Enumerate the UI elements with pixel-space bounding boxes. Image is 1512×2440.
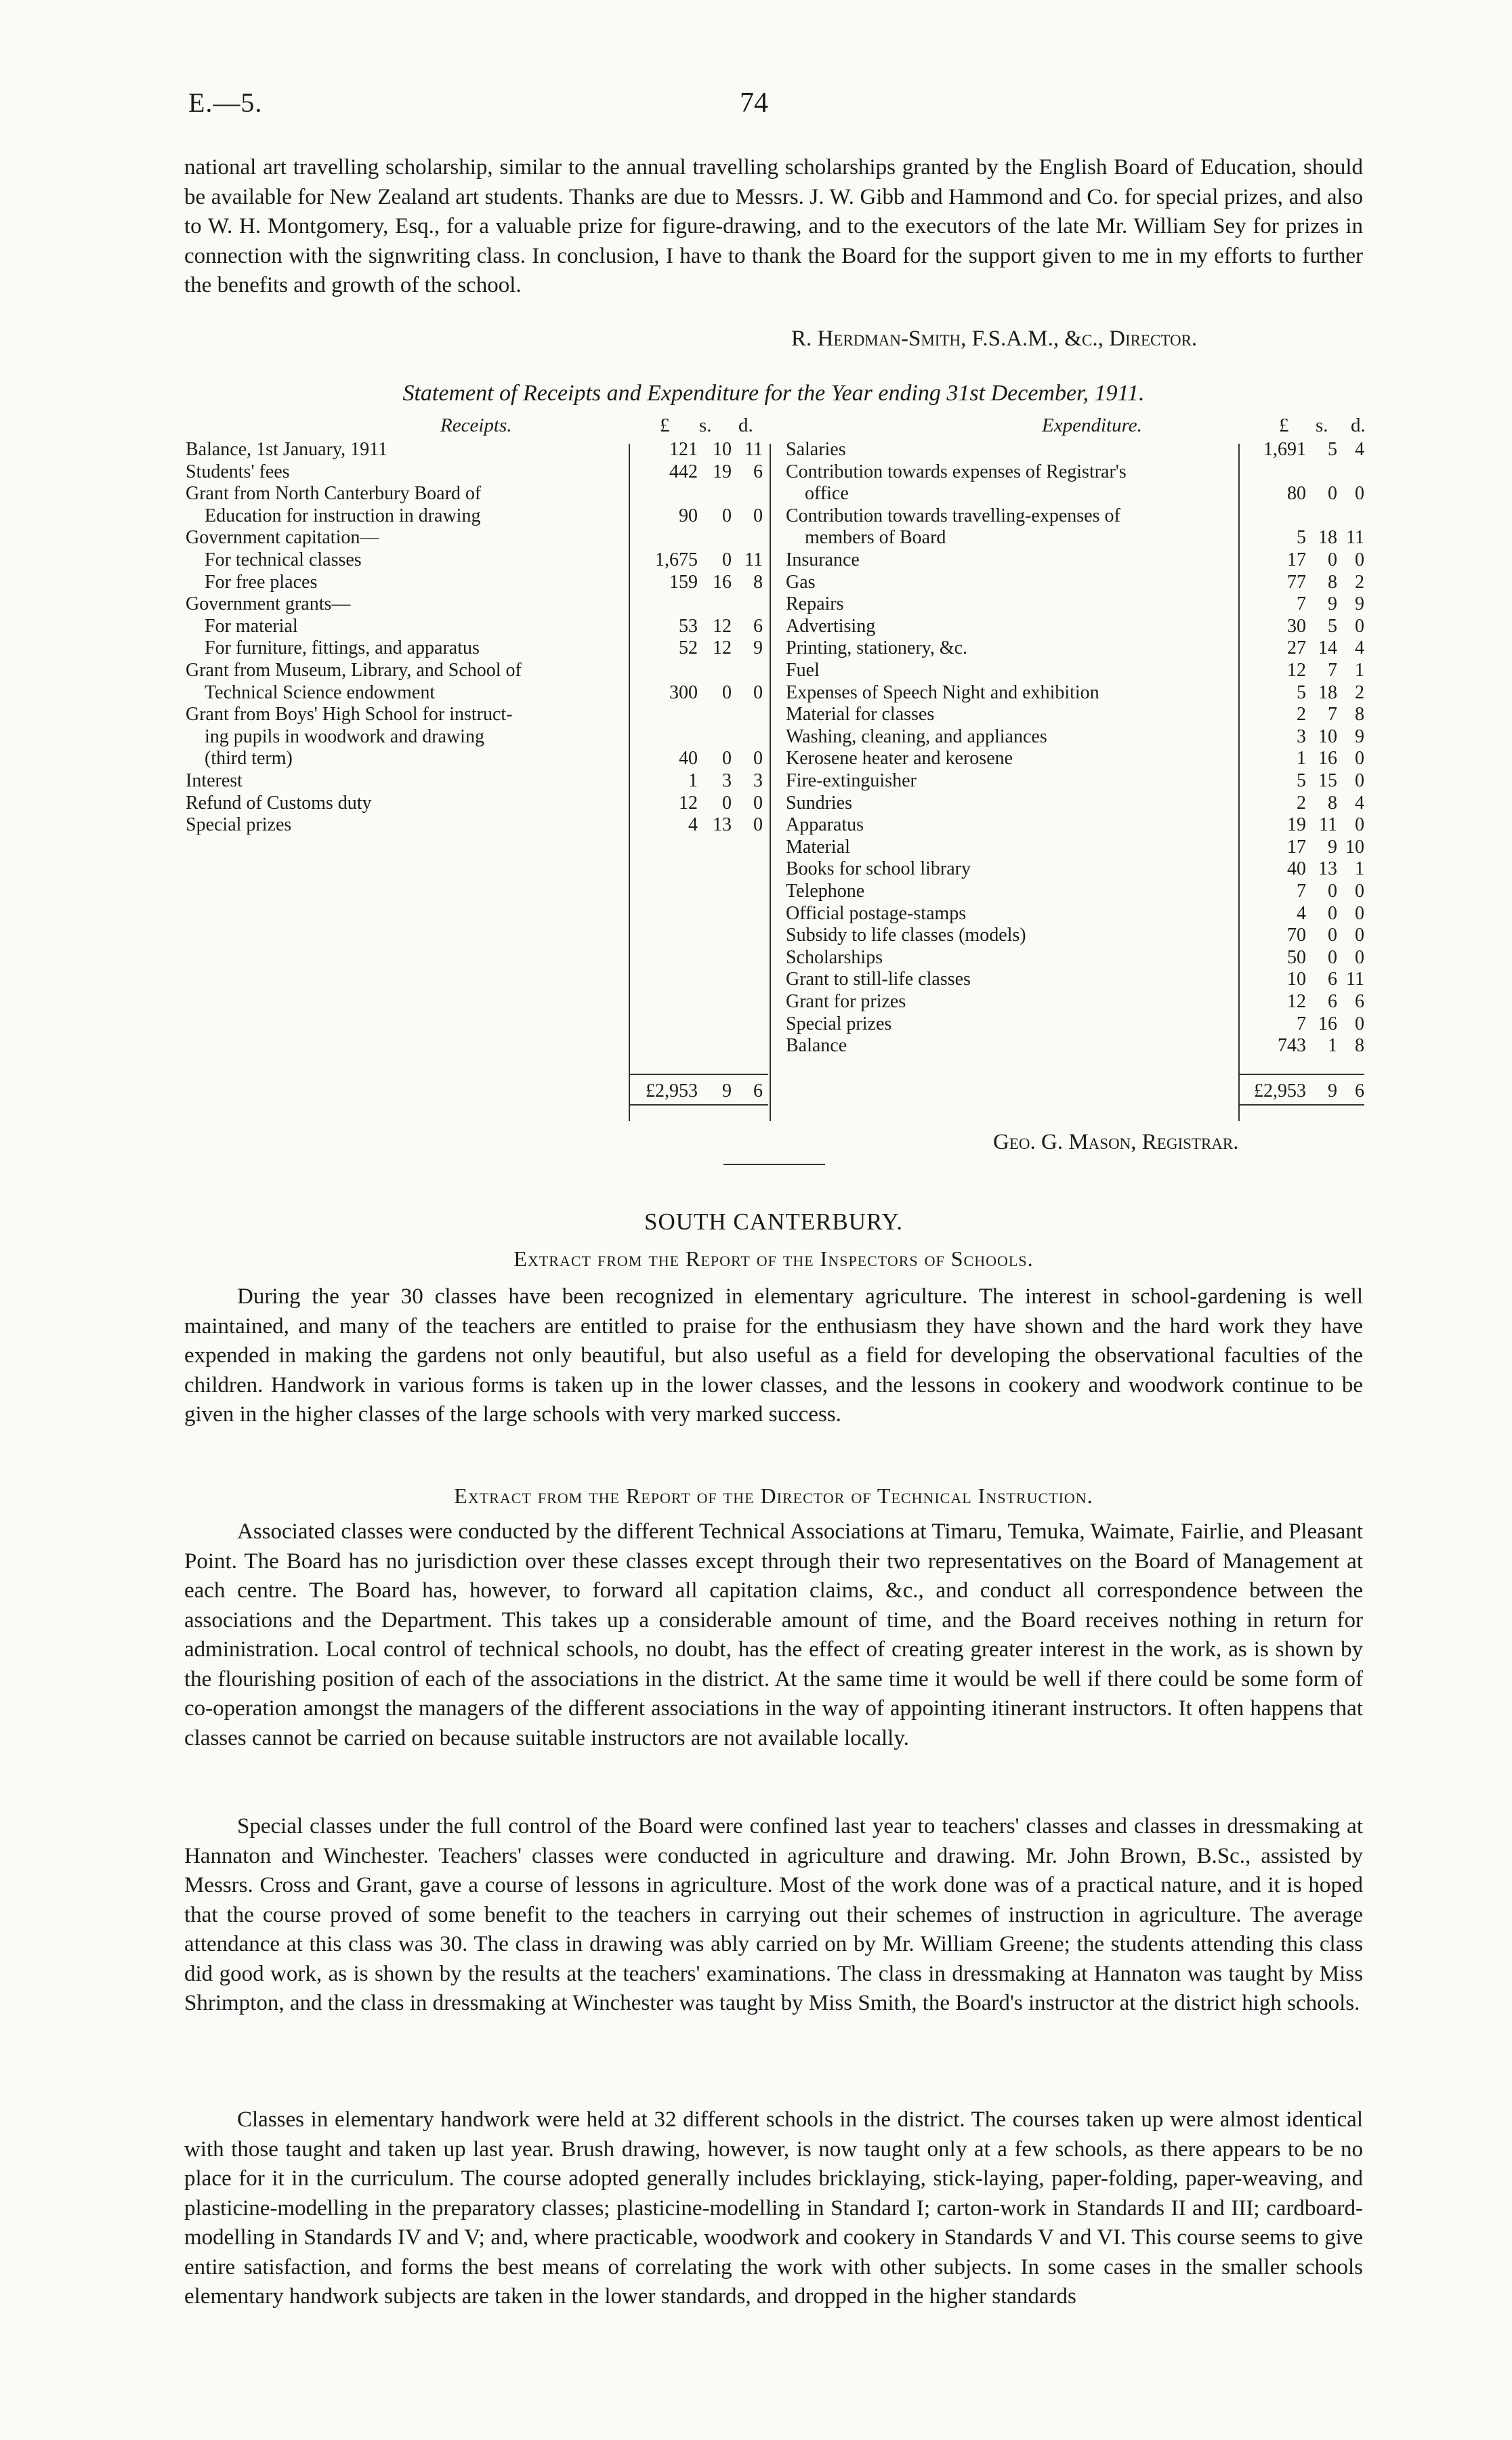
expenditure-pence: 1 bbox=[1355, 858, 1364, 880]
expenditure-row bbox=[786, 947, 1233, 969]
expenditure-pence: 4 bbox=[1355, 637, 1364, 659]
receipts-row bbox=[186, 549, 619, 571]
expenditure-shillings: 11 bbox=[1319, 814, 1337, 836]
expenditure-pence: 0 bbox=[1355, 770, 1364, 791]
receipts-pounds: 4 bbox=[688, 814, 698, 836]
receipts-pence: 6 bbox=[753, 615, 763, 637]
expenditure-shillings: 16 bbox=[1318, 1013, 1337, 1034]
expenditure-row bbox=[786, 793, 1233, 814]
receipts-label: Interest bbox=[186, 770, 243, 791]
expenditure-label: Sundries bbox=[786, 792, 852, 814]
expenditure-pounds: 5 bbox=[1297, 681, 1306, 703]
expenditure-label: Apparatus bbox=[786, 814, 864, 836]
expenditure-row bbox=[786, 660, 1233, 681]
expenditure-row bbox=[786, 593, 1233, 615]
expenditure-label: office bbox=[805, 483, 849, 505]
expenditure-shillings: 7 bbox=[1328, 660, 1337, 681]
receipts-shillings: 19 bbox=[713, 461, 732, 482]
receipts-pounds: 40 bbox=[679, 748, 698, 770]
receipts-pence: 11 bbox=[744, 439, 763, 460]
receipts-row bbox=[186, 593, 619, 615]
receipts-total-shillings: 9 bbox=[722, 1080, 732, 1101]
receipts-label: Students' fees bbox=[186, 461, 290, 482]
receipts-total-pounds: £2,953 bbox=[646, 1080, 698, 1101]
receipts-label: For material bbox=[205, 615, 298, 637]
expenditure-pounds: 80 bbox=[1287, 483, 1306, 505]
expenditure-shillings: 0 bbox=[1328, 483, 1337, 505]
receipts-pence bbox=[736, 483, 763, 505]
receipts-label: For furniture, fittings, and apparatus bbox=[205, 637, 480, 659]
expenditure-pounds: 743 bbox=[1278, 1035, 1306, 1057]
expenditure-shillings: 18 bbox=[1318, 527, 1337, 549]
expenditure-row bbox=[786, 991, 1233, 1013]
expenditure-label: Fuel bbox=[786, 660, 820, 681]
expenditure-pence: 0 bbox=[1355, 902, 1364, 924]
receipts-shillings: 13 bbox=[713, 814, 732, 836]
receipts-row bbox=[186, 461, 619, 483]
receipts-shillings bbox=[705, 483, 732, 505]
receipts-pence: 0 bbox=[753, 681, 763, 703]
expenditure-row bbox=[786, 837, 1233, 858]
receipts-row bbox=[186, 748, 619, 770]
expenditure-shilling-heading: s. bbox=[1316, 415, 1328, 436]
expenditure-total-pence: 6 bbox=[1355, 1080, 1364, 1101]
receipts-shillings: 10 bbox=[713, 439, 732, 460]
expenditure-shillings: 0 bbox=[1328, 902, 1337, 924]
expenditure-label: Contribution towards travelling-expenses of bbox=[786, 505, 1120, 526]
receipts-pounds: 442 bbox=[669, 461, 698, 482]
expenditure-pence: 0 bbox=[1355, 1013, 1364, 1034]
expenditure-pence bbox=[1337, 461, 1364, 483]
expenditure-label: Special prizes bbox=[786, 1013, 892, 1034]
expenditure-shillings: 13 bbox=[1318, 858, 1337, 880]
expenditure-row bbox=[786, 483, 1233, 505]
receipts-label: Balance, 1st January, 1911 bbox=[186, 439, 388, 460]
expenditure-heading: Expenditure. bbox=[1042, 415, 1142, 436]
receipts-shilling-heading: s. bbox=[699, 415, 712, 436]
expenditure-label: Gas bbox=[786, 571, 816, 593]
inspectors-report-heading: Extract from the Report of the Inspectors of Schools. bbox=[513, 1246, 1034, 1271]
expenditure-total-rule-bottom bbox=[1240, 1104, 1364, 1106]
receipts-shillings: 12 bbox=[713, 615, 732, 637]
expenditure-label: Grant for prizes bbox=[786, 991, 906, 1012]
receipts-pounds bbox=[603, 704, 698, 725]
expenditure-pence: 11 bbox=[1346, 527, 1364, 549]
receipts-pence: 0 bbox=[753, 792, 763, 814]
expenditure-pounds: 2 bbox=[1297, 792, 1306, 814]
expenditure-pence: 8 bbox=[1355, 1035, 1364, 1057]
section-title: SOUTH CANTERBURY. bbox=[644, 1208, 903, 1235]
receipts-pounds bbox=[603, 726, 698, 748]
receipts-row bbox=[186, 726, 619, 748]
expenditure-pence: 2 bbox=[1355, 681, 1364, 703]
intro-paragraph: national art travelling scholarship, similar to the annual travelling scholarships granted by the English Board of Education, should be available for New Zealand art students. Thanks are due to Messrs. J. W. Gibb and Hammond and Co. for special prizes, and also to W. H. Montgomery, Esq., for a valuable prize for figure-drawing, and to the executors of the late Mr. William Sey for prizes in connection with the signwriting class. In conclusion, I have to thank the Board for the support given to me in my efforts to further the benefits and growth of the school. bbox=[184, 155, 1363, 297]
receipts-pence: 8 bbox=[753, 571, 763, 593]
receipts-row bbox=[186, 660, 619, 681]
expenditure-row bbox=[786, 858, 1233, 880]
receipts-pounds: 12 bbox=[679, 792, 698, 814]
receipts-label: Special prizes bbox=[186, 814, 292, 836]
receipts-label: Refund of Customs duty bbox=[186, 792, 372, 814]
expenditure-pence: 0 bbox=[1355, 925, 1364, 946]
expenditure-total-shillings: 9 bbox=[1328, 1080, 1337, 1101]
expenditure-pounds: 1 bbox=[1297, 748, 1306, 770]
expenditure-label: members of Board bbox=[805, 527, 946, 549]
expenditure-shillings: 0 bbox=[1328, 925, 1337, 946]
expenditure-label: Material for classes bbox=[786, 704, 935, 725]
expenditure-pence: 4 bbox=[1355, 439, 1364, 460]
expenditure-row bbox=[786, 969, 1233, 990]
expenditure-label: Salaries bbox=[786, 439, 846, 460]
expenditure-pence: 0 bbox=[1355, 748, 1364, 770]
receipts-pence: 9 bbox=[753, 637, 763, 659]
receipts-pence: 0 bbox=[753, 748, 763, 770]
expenditure-shillings: 15 bbox=[1318, 770, 1337, 791]
expenditure-pounds: 30 bbox=[1287, 615, 1306, 637]
expenditure-pounds: 40 bbox=[1287, 858, 1306, 880]
expenditure-label: Expenses of Speech Night and exhibition bbox=[786, 681, 1099, 703]
expenditure-pounds: 7 bbox=[1297, 881, 1306, 902]
expenditure-pence: 9 bbox=[1355, 725, 1364, 747]
receipts-pounds: 52 bbox=[679, 637, 698, 659]
expenditure-shillings: 9 bbox=[1328, 593, 1337, 615]
receipts-row bbox=[186, 682, 619, 704]
expenditure-row bbox=[786, 505, 1233, 527]
expenditure-label: Official postage-stamps bbox=[786, 902, 967, 924]
receipts-label: For technical classes bbox=[205, 549, 362, 570]
expenditure-pounds bbox=[1213, 461, 1306, 483]
receipts-pounds: 159 bbox=[669, 571, 698, 593]
expenditure-row bbox=[786, 549, 1233, 571]
director-paragraph-2: Special classes under the full control of the Board were confined last year to teachers' classes and classes in dressmaking at Hannaton and Winchester. Teachers' classes were conducted in agriculture and drawing. Mr. John Brown, B.Sc., assisted by Messrs. Cross and Grant, gave a course of lessons in agriculture. Most of the work done was of a practical nature, and it is hoped that the course proved of some benefit to the teachers in carrying out their schemes of instruction in agriculture. The average attendance at this class was 30. The class in drawing was ably carried on by Mr. William Greene; the students attending this class did good work, as is shown by the results at the teachers' examinations. The class in dressmaking at Hannaton was taught by Miss Shrimpton, and the class in dressmaking at Winchester was taught by Miss Smith, the Board's instructor at the district high schools. bbox=[184, 1814, 1363, 2015]
expenditure-label: Repairs bbox=[786, 593, 844, 615]
expenditure-pence bbox=[1337, 505, 1364, 527]
expenditure-pence: 0 bbox=[1355, 946, 1364, 968]
expenditure-total-pounds: £2,953 bbox=[1254, 1080, 1306, 1101]
receipts-row bbox=[186, 483, 619, 505]
director-report-heading: Extract from the Report of the Director of Technical Instruction. bbox=[454, 1484, 1093, 1508]
expenditure-pence: 4 bbox=[1355, 792, 1364, 814]
expenditure-label: Insurance bbox=[786, 549, 860, 570]
expenditure-shillings: 16 bbox=[1318, 748, 1337, 770]
receipts-pounds bbox=[603, 527, 698, 549]
receipts-pounds: 300 bbox=[669, 681, 698, 703]
expenditure-row bbox=[786, 461, 1233, 483]
expenditure-shillings: 5 bbox=[1328, 439, 1337, 460]
expenditure-pence: 10 bbox=[1345, 836, 1364, 858]
expenditure-pence: 0 bbox=[1355, 615, 1364, 637]
statement-caption: Statement of Receipts and Expenditure for the Year ending 31st December, 1911. bbox=[402, 381, 1145, 406]
expenditure-shillings: 0 bbox=[1328, 549, 1337, 570]
receipts-pence bbox=[736, 593, 763, 615]
receipts-label: For free places bbox=[205, 571, 318, 593]
expenditure-shillings: 8 bbox=[1328, 571, 1337, 593]
expenditure-total-rule-top bbox=[1240, 1074, 1364, 1075]
expenditure-row bbox=[786, 1013, 1233, 1035]
expenditure-shillings bbox=[1310, 505, 1337, 527]
receipts-shillings: 3 bbox=[722, 770, 732, 791]
expenditure-row bbox=[786, 637, 1233, 659]
column-divider-rule bbox=[770, 444, 771, 1121]
receipts-heading: Receipts. bbox=[440, 415, 512, 436]
expenditure-label: Advertising bbox=[786, 615, 876, 637]
expenditure-shillings: 1 bbox=[1328, 1035, 1337, 1057]
expenditure-shillings: 0 bbox=[1328, 946, 1337, 968]
expenditure-pounds: 12 bbox=[1287, 660, 1306, 681]
expenditure-label: Balance bbox=[786, 1035, 847, 1057]
receipts-pence: 6 bbox=[753, 461, 763, 482]
expenditure-pounds: 17 bbox=[1287, 549, 1306, 570]
receipts-pence bbox=[736, 660, 763, 681]
expenditure-pounds: 7 bbox=[1297, 593, 1306, 615]
expenditure-shillings bbox=[1310, 461, 1337, 483]
receipts-pounds bbox=[603, 483, 698, 505]
page-number: 74 bbox=[740, 87, 768, 119]
receipts-row bbox=[186, 616, 619, 637]
expenditure-pounds: 4 bbox=[1297, 902, 1306, 924]
expenditure-shillings: 10 bbox=[1318, 725, 1337, 747]
expenditure-shillings: 8 bbox=[1328, 792, 1337, 814]
expenditure-shillings: 5 bbox=[1328, 615, 1337, 637]
expenditure-row bbox=[786, 925, 1233, 946]
expenditure-pounds: 10 bbox=[1287, 969, 1306, 990]
receipts-shillings: 0 bbox=[722, 549, 732, 570]
receipts-row bbox=[186, 572, 619, 593]
receipts-shillings: 0 bbox=[722, 505, 732, 526]
receipts-pounds: 121 bbox=[669, 439, 698, 460]
expenditure-label: Material bbox=[786, 836, 850, 858]
expenditure-row bbox=[786, 439, 1233, 461]
expenditure-label: Kerosene heater and kerosene bbox=[786, 748, 1013, 770]
receipts-pence bbox=[736, 527, 763, 549]
receipts-label: Government grants— bbox=[186, 593, 351, 615]
expenditure-pounds: 77 bbox=[1287, 571, 1306, 593]
expenditure-shillings: 14 bbox=[1318, 637, 1337, 659]
expenditure-pence: 11 bbox=[1346, 969, 1364, 990]
expenditure-pence: 9 bbox=[1355, 593, 1364, 615]
expenditure-row bbox=[786, 682, 1233, 704]
expenditure-label: Contribution towards expenses of Registrar's bbox=[786, 461, 1127, 482]
expenditure-row bbox=[786, 770, 1233, 792]
receipts-row bbox=[186, 439, 619, 461]
expenditure-label: Subsidy to life classes (models) bbox=[786, 925, 1026, 946]
receipts-label: Grant from Boys' High School for instruct- bbox=[186, 704, 513, 725]
receipts-shillings bbox=[705, 660, 732, 681]
expenditure-pence: 0 bbox=[1355, 814, 1364, 836]
expenditure-pounds: 2 bbox=[1297, 704, 1306, 725]
expenditure-pence: 0 bbox=[1355, 549, 1364, 570]
expenditure-shillings: 6 bbox=[1328, 969, 1337, 990]
receipts-shillings bbox=[705, 593, 732, 615]
expenditure-label: Washing, cleaning, and appliances bbox=[786, 725, 1047, 747]
receipts-pounds: 1 bbox=[688, 770, 698, 791]
expenditure-row bbox=[786, 616, 1233, 637]
expenditure-amount-rule bbox=[1238, 444, 1240, 1121]
expenditure-label: Books for school library bbox=[786, 858, 971, 880]
expenditure-pounds: 17 bbox=[1287, 836, 1306, 858]
expenditure-shillings: 18 bbox=[1318, 681, 1337, 703]
receipts-pence bbox=[736, 704, 763, 725]
inspectors-paragraph: During the year 30 classes have been recognized in elementary agriculture. The interest in school-gardening is well maintained, and many of the teachers are entitled to praise for the enthusiasm they have shown and the hard work they have expended in making the gardens not only beautiful, but also useful as a field for developing the observational faculties of the children. Handwork in various forms is taken up in the lower classes, and the lessons in cookery and woodwork continue to be given in the higher classes of the large schools with very marked success. bbox=[184, 1284, 1363, 1427]
receipts-shillings bbox=[705, 726, 732, 748]
expenditure-pence: 2 bbox=[1355, 571, 1364, 593]
expenditure-pounds: 3 bbox=[1297, 725, 1306, 747]
receipts-amount-rule bbox=[629, 444, 630, 1121]
expenditure-shillings: 7 bbox=[1328, 704, 1337, 725]
receipts-pounds: 90 bbox=[679, 505, 698, 526]
receipts-pence bbox=[736, 726, 763, 748]
expenditure-pence: 1 bbox=[1355, 660, 1364, 681]
expenditure-shillings: 0 bbox=[1328, 881, 1337, 902]
expenditure-pounds: 1,691 bbox=[1263, 439, 1306, 460]
expenditure-label: Grant to still-life classes bbox=[786, 969, 971, 990]
receipts-label: Grant from North Canterbury Board of bbox=[186, 483, 482, 505]
expenditure-row bbox=[786, 814, 1233, 836]
expenditure-pounds: 50 bbox=[1287, 946, 1306, 968]
receipts-shillings bbox=[705, 527, 732, 549]
expenditure-row bbox=[786, 748, 1233, 770]
receipts-row bbox=[186, 793, 619, 814]
receipts-pence: 11 bbox=[744, 549, 763, 570]
expenditure-pence-heading: d. bbox=[1351, 415, 1366, 436]
receipts-label: (third term) bbox=[205, 748, 293, 770]
receipts-row bbox=[186, 505, 619, 527]
receipts-shillings bbox=[705, 704, 732, 725]
director-paragraph-1: Associated classes were conducted by the different Technical Associations at Timaru, Temuka, Waimate, Fairlie, and Pleasant Point. The Board has no jurisdiction over these classes except through their two representatives on the Board of Management at each centre. The Board has, however, to forward all capitation claims, &c., and conduct all correspondence between the associations and the Department. This takes up a considerable amount of time, and the Board receives nothing in return for administration. Local control of technical schools, no doubt, has the effect of creating greater interest in the work, as is shown by the flourishing position of each of the associations in the district. At the same time it would be well if there could be some form of co-operation amongst the managers of the different associations in the way of appointing itinerant instructors. It often happens that classes cannot be carried on because suitable instructors are not available locally. bbox=[184, 1519, 1363, 1750]
receipts-label: Grant from Museum, Library, and School of bbox=[186, 660, 522, 681]
receipts-pounds bbox=[603, 593, 698, 615]
receipts-shillings: 16 bbox=[713, 571, 732, 593]
expenditure-row bbox=[786, 903, 1233, 925]
section-divider bbox=[723, 1164, 825, 1165]
receipts-total-rule-top bbox=[630, 1074, 768, 1075]
receipts-pence-heading: d. bbox=[738, 415, 753, 436]
receipts-total-pence: 6 bbox=[753, 1080, 763, 1101]
receipts-pence: 0 bbox=[753, 505, 763, 526]
receipts-row bbox=[186, 637, 619, 659]
expenditure-pence: 0 bbox=[1355, 483, 1364, 505]
expenditure-pence: 8 bbox=[1355, 704, 1364, 725]
expenditure-row bbox=[786, 527, 1233, 549]
expenditure-pounds: 12 bbox=[1287, 991, 1306, 1012]
receipts-shillings: 0 bbox=[722, 748, 732, 770]
expenditure-row bbox=[786, 572, 1233, 593]
receipts-pence: 0 bbox=[753, 814, 763, 836]
expenditure-pounds bbox=[1213, 505, 1306, 527]
receipts-pounds: 53 bbox=[679, 615, 698, 637]
receipts-label: Technical Science endowment bbox=[205, 681, 436, 703]
receipts-pounds: 1,675 bbox=[655, 549, 698, 570]
receipts-label: Government capitation— bbox=[186, 527, 379, 549]
receipts-row bbox=[186, 527, 619, 549]
receipts-pence: 3 bbox=[753, 770, 763, 791]
receipts-label: ing pupils in woodwork and drawing bbox=[205, 725, 484, 747]
expenditure-row bbox=[786, 1035, 1233, 1057]
expenditure-pounds: 5 bbox=[1297, 770, 1306, 791]
expenditure-pounds: 5 bbox=[1297, 527, 1306, 549]
expenditure-shillings: 6 bbox=[1328, 991, 1337, 1012]
expenditure-pence: 6 bbox=[1355, 991, 1364, 1012]
expenditure-pounds: 19 bbox=[1287, 814, 1306, 836]
receipts-label: Education for instruction in drawing bbox=[205, 505, 481, 526]
expenditure-pounds: 27 bbox=[1287, 637, 1306, 659]
expenditure-pounds: 7 bbox=[1297, 1013, 1306, 1034]
expenditure-label: Fire-extinguisher bbox=[786, 770, 917, 791]
receipts-row bbox=[186, 770, 619, 792]
receipts-shillings: 0 bbox=[722, 792, 732, 814]
expenditure-pounds: 70 bbox=[1287, 925, 1306, 946]
receipts-pounds bbox=[603, 660, 698, 681]
expenditure-row bbox=[786, 726, 1233, 748]
expenditure-label: Printing, stationery, &c. bbox=[786, 637, 968, 659]
receipts-shillings: 12 bbox=[713, 637, 732, 659]
expenditure-label: Telephone bbox=[786, 881, 865, 902]
document-reference: E.—5. bbox=[188, 87, 263, 118]
receipts-pound-heading: £ bbox=[660, 415, 670, 436]
receipts-shillings: 0 bbox=[722, 681, 732, 703]
receipts-total-rule-bottom bbox=[630, 1104, 768, 1106]
registrar-signature: Geo. G. Mason, Registrar. bbox=[993, 1130, 1239, 1154]
expenditure-row bbox=[786, 881, 1233, 902]
director-paragraph-3: Classes in elementary handwork were held at 32 different schools in the district. The courses taken up were almost identical with those taught and taken up last year. Brush drawing, however, is now taught only at a few schools, as there appears to be no place for it in the curriculum. The course adopted generally includes bricklaying, stick-laying, paper-folding, paper-weaving, and plasticine-modelling in the preparatory classes; plasticine-modelling in Standard I; carton-work in Standards II and III; cardboard-modelling in Standards IV and V; and, where practicable, woodwork and cookery in Standards V and VI. This course seems to give entire satisfaction, and forms the best means of correlating the work with other subjects. In some cases in the smaller schools elementary handwork subjects are taken in the lower standards, and dropped in the higher standards bbox=[184, 2107, 1363, 2309]
director-signature: R. Herdman-Smith, F.S.A.M., &c., Director. bbox=[791, 327, 1198, 351]
receipts-row bbox=[186, 704, 619, 725]
expenditure-row bbox=[786, 704, 1233, 725]
expenditure-pence: 0 bbox=[1355, 881, 1364, 902]
expenditure-pound-heading: £ bbox=[1279, 415, 1289, 436]
receipts-row bbox=[186, 814, 619, 836]
expenditure-shillings: 9 bbox=[1328, 836, 1337, 858]
expenditure-label: Scholarships bbox=[786, 946, 883, 968]
